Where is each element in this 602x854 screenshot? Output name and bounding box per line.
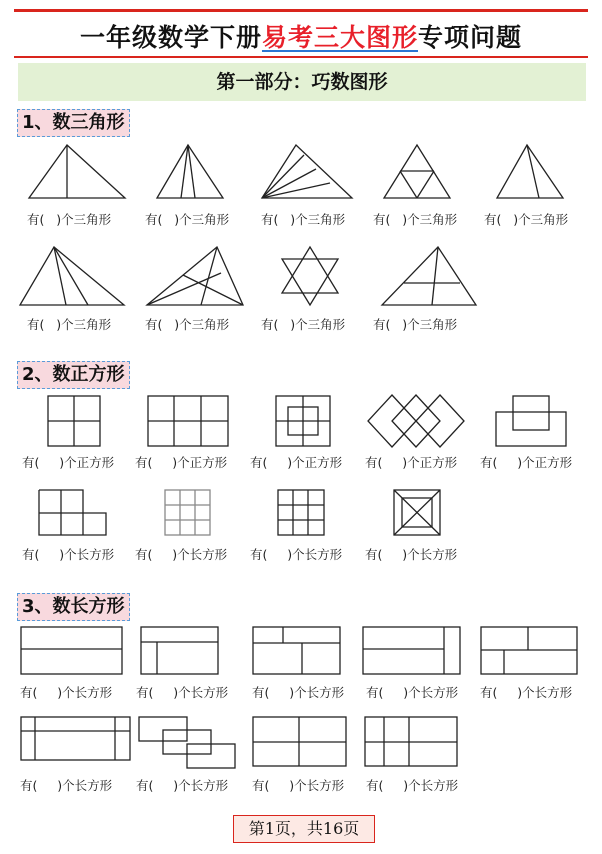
- answer-label: 有( )个长方形: [366, 685, 459, 700]
- nested-square-figure: [393, 489, 443, 537]
- answer-label: 有( )个正方形: [22, 455, 115, 470]
- answer-label: 有( )个三角形: [261, 212, 346, 227]
- answer-label: 有( )个长方形: [22, 547, 115, 562]
- rectangle-figure-2: [140, 626, 220, 676]
- header-bottom-rule: [14, 56, 588, 58]
- answer-label: 有( )个长方形: [480, 685, 573, 700]
- triangle-figure-4: [382, 143, 452, 201]
- section-title-triangles: 1、数三角形: [17, 109, 130, 137]
- answer-label: 有( )个三角形: [373, 212, 458, 227]
- answer-label: 有( )个三角形: [373, 317, 458, 332]
- answer-label: 有( )个三角形: [145, 212, 230, 227]
- rectangle-figure-9: [364, 716, 460, 768]
- rectangle-grid-figure-3: [277, 489, 327, 537]
- rectangle-figure-5: [480, 626, 580, 676]
- rectangle-figure-7: [138, 716, 240, 772]
- triangle-figure-3: [260, 143, 355, 201]
- square-figure-3: [275, 395, 331, 447]
- answer-label: 有( )个正方形: [135, 455, 228, 470]
- triangle-figure-2: [155, 143, 225, 201]
- answer-label: 有( )个长方形: [20, 778, 113, 793]
- answer-label: 有( )个长方形: [20, 685, 113, 700]
- answer-label: 有( )个正方形: [365, 455, 458, 470]
- rectangle-figure-4: [362, 626, 462, 676]
- square-figure-4: [366, 393, 468, 449]
- answer-label: 有( )个长方形: [250, 547, 343, 562]
- answer-label: 有( )个正方形: [250, 455, 343, 470]
- star-of-david-figure: [280, 245, 340, 307]
- triangle-figure-7: [145, 245, 245, 307]
- answer-label: 有( )个长方形: [252, 685, 345, 700]
- triangle-figure-5: [495, 143, 565, 201]
- answer-label: 有( )个长方形: [136, 778, 229, 793]
- answer-label: 有( )个三角形: [261, 317, 346, 332]
- rectangle-grid-figure-2: [164, 489, 212, 537]
- part-title: 第一部分：巧数图形: [18, 63, 586, 101]
- triangle-figure-6: [18, 245, 128, 307]
- section-title-squares: 2、数正方形: [17, 361, 130, 389]
- answer-label: 有( )个三角形: [27, 212, 112, 227]
- rectangle-grid-figure-1: [38, 489, 108, 537]
- triangle-figure-8: [380, 245, 480, 307]
- page-title: 一年级数学下册易考三大图形专项问题: [79, 23, 523, 52]
- answer-label: 有( )个长方形: [252, 778, 345, 793]
- answer-label: 有( )个长方形: [366, 778, 459, 793]
- answer-label: 有( )个正方形: [480, 455, 573, 470]
- square-figure-1: [47, 395, 102, 447]
- rectangle-figure-3: [252, 626, 342, 676]
- triangle-figure-1: [27, 143, 127, 201]
- rectangle-figure-1: [20, 626, 124, 676]
- square-figure-5: [495, 395, 567, 447]
- answer-label: 有( )个三角形: [27, 317, 112, 332]
- answer-label: 有( )个长方形: [365, 547, 458, 562]
- answer-label: 有( )个三角形: [145, 317, 230, 332]
- page-number: 第1页，共16页: [233, 815, 375, 843]
- rectangle-figure-8: [252, 716, 348, 768]
- title-highlight: 易考三大图形: [261, 23, 418, 52]
- rectangle-figure-6: [20, 716, 132, 762]
- square-figure-2: [147, 395, 229, 447]
- answer-label: 有( )个长方形: [135, 547, 228, 562]
- answer-label: 有( )个三角形: [484, 212, 569, 227]
- section-title-rectangles: 3、数长方形: [17, 593, 130, 621]
- answer-label: 有( )个长方形: [136, 685, 229, 700]
- header-top-rule: [14, 9, 588, 12]
